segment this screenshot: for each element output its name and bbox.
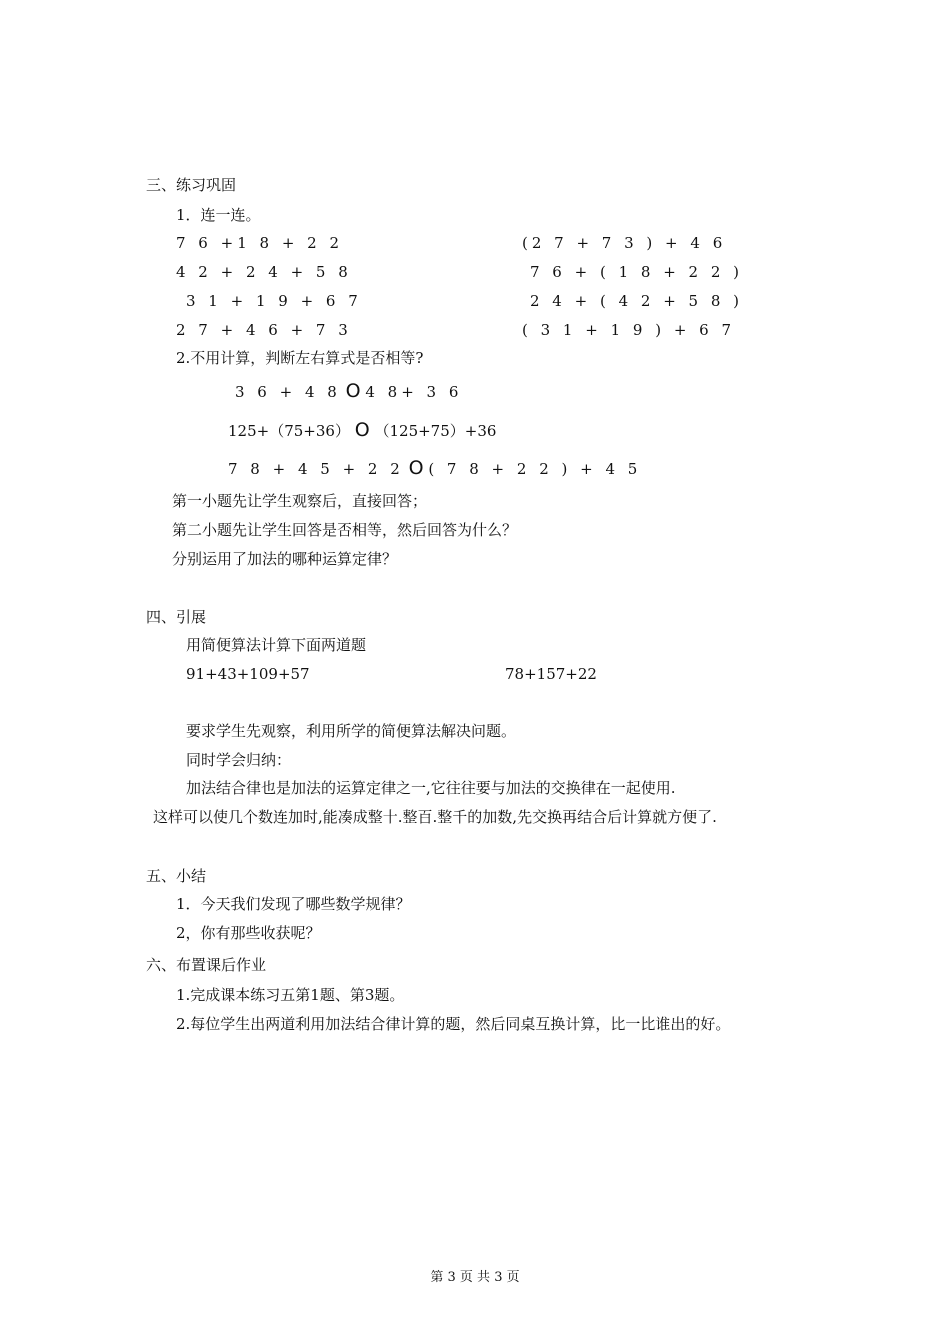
summary-line: 这样可以使几个数连加时,能凑成整十.整百.整千的加数,先交换再结合后计算就方便了. [153, 808, 717, 826]
q1-title: 1．连一连。 [176, 206, 261, 224]
summary-question: 2，你有那些收获呢？ [176, 924, 321, 942]
summary-question: 1．今天我们发现了哪些数学规律？ [176, 895, 411, 913]
homework-item: 2.每位学生出两道利用加法结合律计算的题，然后同桌互换计算，比一比谁出的好。 [176, 1015, 731, 1033]
q2-right-expr: ( 7 8 + 2 2 ) + 4 5 [428, 460, 642, 478]
q2-row [235, 381, 462, 402]
q1-right-expr: ( 3 1 + 1 9 ) + 6 7 [522, 321, 736, 339]
q2-row [228, 420, 496, 441]
q1-left-expr: 3 1 + 1 9 + 6 7 [186, 292, 362, 310]
page-footer: 第 3 页 共 3 页 [430, 1270, 520, 1285]
compare-circle: O [345, 380, 361, 402]
q1-left-expr: 4 2 + 2 4 + 5 8 [176, 263, 352, 281]
summary-line: 加法结合律也是加法的运算定律之一,它往往要与加法的交换律在一起使用. [186, 779, 676, 797]
summary-intro: 同时学会归纳： [186, 751, 292, 769]
homework-item: 1.完成课本练习五第1题、第3题。 [176, 986, 405, 1004]
requirement-text: 要求学生先观察，利用所学的简便算法解决问题。 [186, 722, 517, 740]
q1-right-expr: 2 4 + ( 4 2 + 5 8 ) [530, 292, 744, 310]
q2-left-expr: 7 8 + 4 5 + 2 2 [228, 460, 404, 478]
section4-heading: 四、引展 [146, 608, 207, 626]
note-line: 第一小题先让学生观察后，直接回答； [172, 492, 428, 510]
section3-heading: 三、练习巩固 [146, 176, 237, 194]
q2-left-expr: 3 6 + 4 8 [235, 383, 341, 401]
problem-expr: 78+157+22 [505, 665, 597, 683]
note-line: 第二小题先让学生回答是否相等，然后回答为什么？ [172, 521, 518, 539]
q1-left-expr: 2 7 + 4 6 + 7 3 [176, 321, 352, 339]
section6-heading: 六、布置课后作业 [146, 956, 267, 974]
q2-left-expr: 125+（75+36） [228, 422, 350, 440]
compare-circle: O [408, 457, 424, 479]
section4-intro: 用简便算法计算下面两道题 [186, 636, 367, 654]
problem-expr: 91+43+109+57 [186, 665, 310, 683]
q1-right-expr: 7 6 + ( 1 8 + 2 2 ) [530, 263, 744, 281]
compare-circle: O [354, 419, 370, 441]
q2-right-expr: 4 8+ 3 6 [365, 383, 463, 401]
q1-left-expr: 7 6 +1 8 + 2 2 [176, 234, 344, 252]
section5-heading: 五、小结 [146, 867, 207, 885]
q2-title: 2.不用计算，判断左右算式是否相等? [176, 349, 424, 367]
q2-row [228, 458, 641, 479]
q2-right-expr: （125+75）+36 [374, 422, 497, 440]
q1-right-expr: (2 7 + 7 3 ) + 4 6 [522, 234, 727, 252]
note-line: 分别运用了加法的哪种运算定律？ [172, 550, 398, 568]
